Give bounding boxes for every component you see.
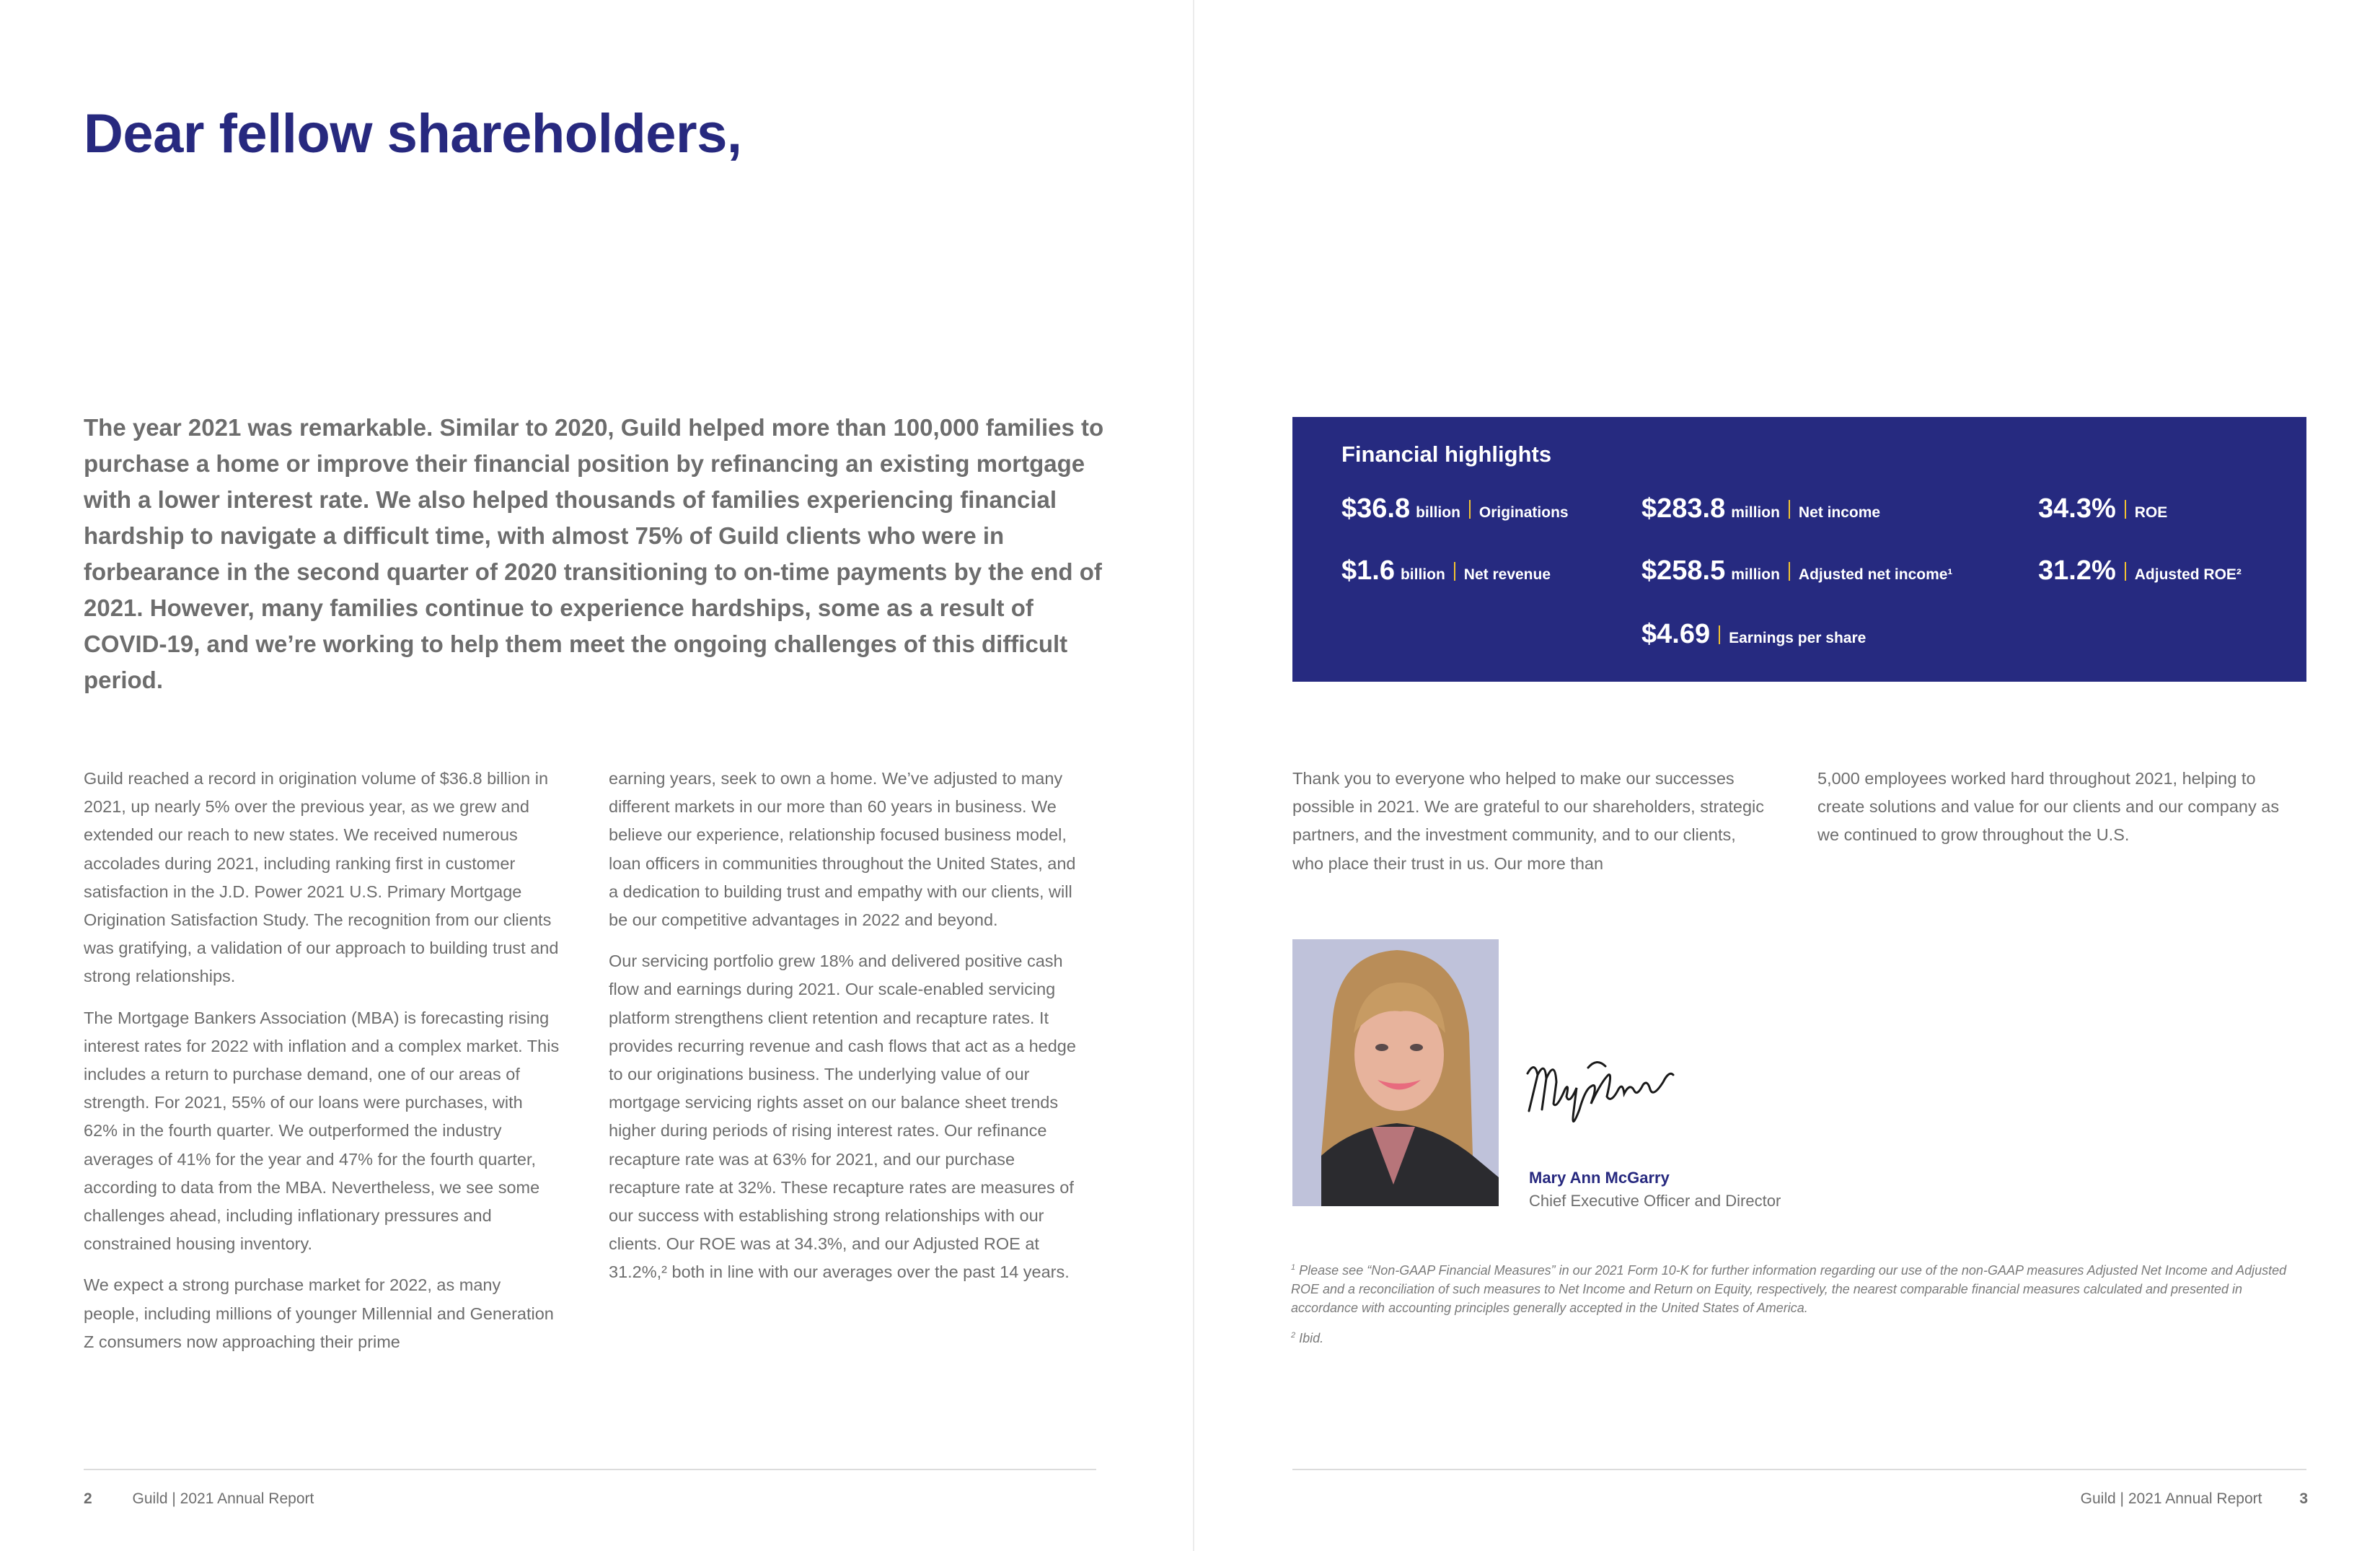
page-number: 3: [2299, 1490, 2308, 1507]
separator: [1789, 500, 1790, 519]
body-column-2: [609, 765, 1085, 1300]
ceo-name: Mary Ann McGarry: [1529, 1169, 1670, 1187]
footnote-2: $^2$ Ibid.: [1291, 1331, 1324, 1345]
stat-label: Net income: [1798, 504, 1881, 521]
footer-rule-right: [1292, 1469, 2306, 1470]
stat-value: 31.2%: [2038, 555, 2116, 586]
stat-eps: [1641, 619, 1866, 650]
stat-value: $1.6: [1341, 555, 1395, 586]
page-spine: [1193, 0, 1194, 1551]
body-column-4: [1817, 765, 2293, 863]
paragraph: Our servicing portfolio grew 18% and delivered positive cash flow and earnings during 2021. Our scale-enabled servicing platform strengthens client retention and recapture rates. It provides recurring revenue and cash flows that act as a hedge to our originations business. The underlying value of our mortgage servicing rights asset on our balance sheet trends higher during periods of rising interest rates. Our refinance recapture rate was at 63% for 2021, and our purchase recapture rate at 32%. These recapture rates are measures of our success with establishing strong relationships with our clients. Our ROE was at 34.3%, and our Adjusted ROE at 31.2%,² both in line with our averages over the past 14 years.: [609, 952, 1076, 1282]
body-column-1: [84, 765, 560, 1369]
stat-originations: [1341, 493, 1569, 524]
stat-label: Adjusted ROE²: [2134, 566, 2242, 583]
stat-label: ROE: [2134, 504, 2168, 521]
lead-paragraph: The year 2021 was remarkable. Similar to 2020, Guild helped more than 100,000 families to purchase a home or improve their financial position by refinancing an existing mortgage with a lower interest rate. We also helped thousands of families experiencing financial hardship to navigate a difficult time, with almost 75% of Guild clients who were in forbearance in the second quarter of 2020 transitioning to on-time payments by the end of 2021. However, many families continue to experience hardships, some as a result of COVID-19, and we’re working to help them meet the ongoing challenges of this difficult period.: [84, 414, 1104, 693]
ceo-portrait: [1292, 939, 1499, 1206]
separator: [1719, 625, 1720, 644]
highlights-heading: Financial highlights: [1341, 441, 1552, 467]
body-column-3: [1292, 765, 1768, 891]
stat-value: $283.8: [1641, 493, 1726, 524]
footer-text: Guild | 2021 Annual Report: [2080, 1490, 2262, 1507]
paragraph: 5,000 employees worked hard throughout 2021, helping to create solutions and value for our clients and our company as we continued to grow throughout the U.S.: [1817, 769, 2280, 845]
stat-adjusted-roe: [2038, 555, 2242, 586]
page-title: Dear fellow shareholders,: [84, 103, 742, 164]
separator: [2125, 562, 2126, 581]
stat-value: $36.8: [1341, 493, 1411, 524]
stat-value: $258.5: [1641, 555, 1726, 586]
stat-unit: billion: [1400, 566, 1445, 583]
footer-rule-left: [84, 1469, 1096, 1470]
footer-left: [84, 1490, 314, 1508]
separator: [2125, 500, 2126, 519]
stat-label: Net revenue: [1463, 566, 1551, 583]
footer-text: Guild | 2021 Annual Report: [132, 1490, 314, 1507]
separator: [1469, 500, 1471, 519]
paragraph: Thank you to everyone who helped to make our successes possible in 2021. We are grateful to our shareholders, strategic partners, and the investment community, and to our clients, who place their trust in us. Our more than: [1292, 769, 1765, 873]
footnote-1: $^1$ Please see “Non-GAAP Financial Measures” in our 2021 Form 10-K for further information regarding our use of the non-GAAP measures Adjusted Net Income and Adjusted ROE and a reconciliation of such measures to Net Income and Return on Equity, respectively, the nearest comparable financial measures calculated and presented in accordance with accounting principles generally accepted in the United States of America.: [1291, 1263, 2287, 1315]
ceo-signature: [1522, 1053, 1695, 1136]
stat-net-revenue: [1341, 555, 1551, 586]
financial-highlights-box: [1292, 417, 2306, 682]
ceo-title: Chief Executive Officer and Director: [1529, 1192, 1781, 1210]
footer-right: [2081, 1490, 2308, 1508]
paragraph: The Mortgage Bankers Association (MBA) is forecasting rising interest rates for 2022 with inflation and a complex market. This includes a return to purchase demand, one of our areas of strength. For 2021, 55% of our loans were purchases, with 62% in the fourth quarter. We outperformed the industry averages of 41% for the year and 47% for the fourth quarter, according to data from the MBA. Nevertheless, we see some challenges ahead, including inflationary pressures and constrained housing inventory.: [84, 1008, 560, 1254]
paragraph: Guild reached a record in origination volume of $36.8 billion in 2021, up nearly 5% over the previous year, as we grew and extended our reach to new states. We received numerous accolades during 2021, including ranking first in customer satisfaction in the J.D. Power 2021 U.S. Primary Mortgage Origination Satisfaction Study. The recognition from our clients was gratifying, a validation of our approach to building trust and strong relationships.: [84, 769, 559, 986]
stat-adjusted-net-income: [1641, 555, 1952, 586]
footnote-mark: 1: [1291, 1263, 1296, 1272]
stat-unit: million: [1731, 504, 1780, 521]
paragraph: earning years, seek to own a home. We’ve adjusted to many different markets in our more than 60 years in business. We believe our experience, relationship focused business model, loan officers in communities throughout the United States, and a dedication to building trust and empathy with our clients, will be our competitive advantages in 2022 and beyond.: [609, 769, 1076, 930]
stat-label: Earnings per share: [1729, 630, 1866, 646]
footnote-mark: 2: [1291, 1331, 1296, 1340]
footnotes: [1291, 1258, 2301, 1348]
stat-unit: billion: [1416, 504, 1460, 521]
stat-roe: [2038, 493, 2167, 524]
stat-label: Originations: [1478, 504, 1569, 521]
stat-unit: million: [1731, 566, 1780, 583]
stat-label: Adjusted net income¹: [1798, 566, 1953, 583]
separator: [1454, 562, 1455, 581]
paragraph: We expect a strong purchase market for 2022, as many people, including millions of younger Millennial and Generation Z consumers now approaching their prime: [84, 1275, 554, 1351]
page-number: 2: [84, 1490, 92, 1507]
stat-value: $4.69: [1641, 619, 1711, 649]
stat-value: 34.3%: [2038, 493, 2116, 524]
stat-net-income: [1641, 493, 1880, 524]
separator: [1789, 562, 1790, 581]
